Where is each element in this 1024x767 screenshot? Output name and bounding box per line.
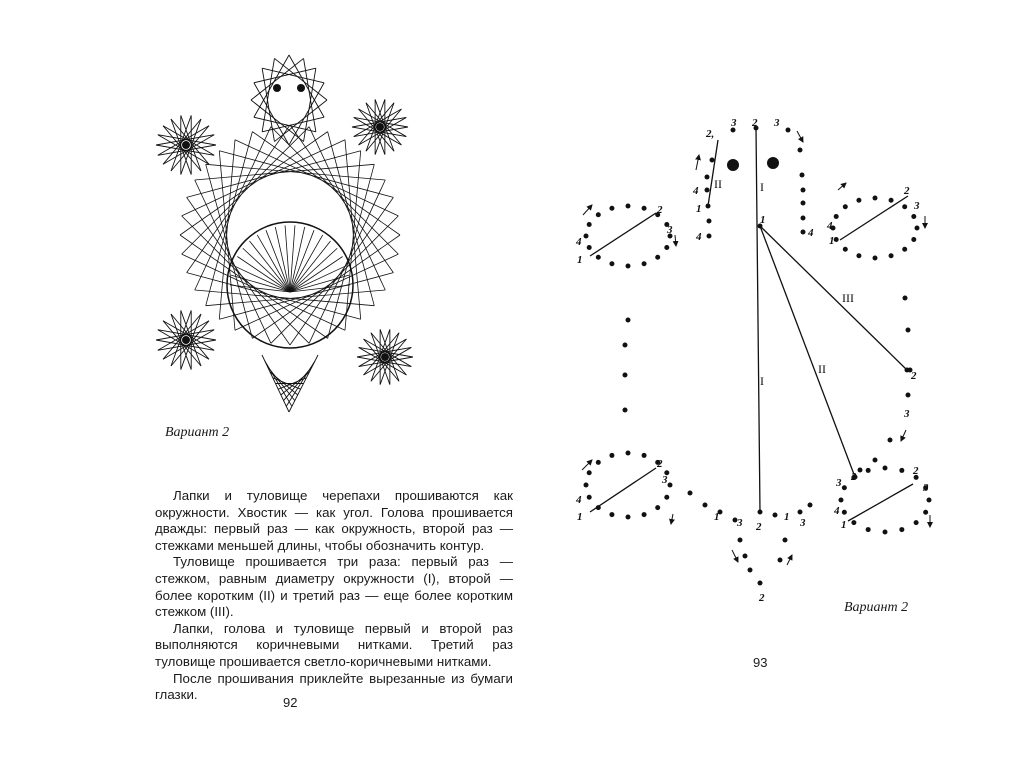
diagram-label: I <box>760 180 764 194</box>
stitch-point <box>738 538 743 543</box>
stitch-point <box>902 247 907 252</box>
diagram-label: 3 <box>667 224 673 236</box>
stitch-point <box>743 554 748 559</box>
diagram-label: 1 <box>784 511 790 523</box>
stitch-line <box>590 213 656 256</box>
diagram-label: 4 <box>696 231 702 243</box>
diagram-label: 1 <box>714 511 720 523</box>
diagram-label: 2 <box>657 204 663 216</box>
paragraph: После прошивания приклейте вырезанные из бумаги глазки. <box>155 670 513 703</box>
paragraph: Туловище прошивается три раза: первый раз — стежком, равным диаметру окружности (I), второй — более коротким (II) и третий раз — еще более коротким стежком (III). <box>155 554 513 620</box>
diagram-label: 2 <box>657 458 663 470</box>
stitch-point <box>906 393 911 398</box>
diagram-label: II <box>714 177 722 191</box>
diagram-label: 4 <box>576 494 582 506</box>
diagram-label: 4 <box>576 236 582 248</box>
stitch-point <box>642 453 647 458</box>
diagram-label: 1 <box>696 203 702 215</box>
eye-right <box>767 157 779 169</box>
paragraph: Лапки и туловище черепахи прошиваются как окружности. Хвостик — как угол. Голова прошивается дважды: первый раз — как окружность, второй раз — стежками меньшей длины, чтобы обозначить контур. <box>155 488 513 553</box>
stitch-point <box>798 148 803 153</box>
paw-center-dot <box>182 141 190 149</box>
stitch-point <box>911 214 916 219</box>
figure-caption: Вариант 2 <box>844 600 909 615</box>
stitch-line <box>840 196 908 240</box>
stitch-point <box>873 256 878 261</box>
figure-caption: Вариант 2 <box>165 425 230 440</box>
diagram-label: III <box>842 291 854 305</box>
diagram-label: 2 <box>904 185 910 197</box>
stitch-point <box>923 510 928 515</box>
diagram-label: 4 <box>808 227 814 239</box>
stitch-point <box>851 520 856 525</box>
direction-arrow-icon <box>582 460 592 470</box>
stitch-point <box>773 513 778 518</box>
stitch-point <box>856 198 861 203</box>
stitch-point <box>778 558 783 563</box>
stitch-point <box>866 468 871 473</box>
inner-circle <box>227 222 353 348</box>
stitch-point <box>655 255 660 260</box>
diagram-label: 1 <box>841 519 847 531</box>
turtle-tail-string-art <box>262 355 318 412</box>
stitch-point <box>642 261 647 266</box>
paw-center-dot <box>182 336 190 344</box>
stitch-point <box>655 505 660 510</box>
direction-arrow-icon <box>696 155 699 170</box>
stitch-point <box>596 212 601 217</box>
stitch-point <box>889 198 894 203</box>
page-number: 93 <box>753 655 768 670</box>
stitch-point <box>664 245 669 250</box>
diagram-label: 1 <box>760 214 766 226</box>
stitch-point <box>858 468 863 473</box>
stitch-point <box>596 460 601 465</box>
stitch-point <box>623 408 628 413</box>
instructions-text <box>155 488 513 704</box>
stitch-line <box>590 468 656 512</box>
diagram-label: 3 <box>904 408 910 420</box>
diagram-label: 3 <box>914 200 920 212</box>
diagram-label: 1 <box>829 235 835 247</box>
direction-arrow-icon <box>671 514 673 524</box>
paw-center-dot <box>381 353 389 361</box>
stitch-point <box>801 188 806 193</box>
stitch-point <box>842 485 847 490</box>
stitch-point <box>609 512 614 517</box>
turtle-stitch-diagram <box>540 0 1024 767</box>
diagram-label: 2 <box>911 370 917 382</box>
diagram-label: 2 <box>913 465 919 477</box>
stitch-point <box>642 206 647 211</box>
stitch-point <box>889 253 894 258</box>
diagram-label: 3 <box>923 482 929 494</box>
stitch-point <box>800 173 805 178</box>
stitch-point <box>856 253 861 258</box>
diagram-label: 2 <box>752 117 758 129</box>
diagram-label: 2, <box>706 128 715 140</box>
diagram-label: 2 <box>851 471 857 483</box>
stitch-point <box>626 515 631 520</box>
stitch-point <box>839 498 844 503</box>
stitch-point <box>906 328 911 333</box>
diagram-label: 3 <box>662 474 668 486</box>
stitch-point <box>748 568 753 573</box>
stitch-point <box>623 373 628 378</box>
stitch-point <box>707 219 712 224</box>
stitch-point <box>911 237 916 242</box>
diagram-label: II <box>818 362 826 376</box>
paw-center-dot <box>376 123 384 131</box>
stitch-point <box>688 491 693 496</box>
direction-arrow-icon <box>901 430 906 441</box>
diagram-label: 4 <box>827 220 833 232</box>
stitch-point <box>758 581 763 586</box>
stitch-line-II <box>760 226 855 477</box>
stitch-point <box>808 503 813 508</box>
stitch-point <box>587 495 592 500</box>
stitch-point <box>710 158 715 163</box>
stitch-point <box>626 451 631 456</box>
turtle-body-string-art <box>180 125 400 345</box>
stitch-point <box>626 318 631 323</box>
stitch-point <box>584 234 589 239</box>
direction-arrow-icon <box>583 205 592 215</box>
stitch-point <box>668 483 673 488</box>
stitch-point <box>626 204 631 209</box>
stitch-point <box>915 226 920 231</box>
direction-arrow-icon <box>838 183 846 190</box>
stitch-point <box>801 230 806 235</box>
direction-arrow-icon <box>797 131 803 142</box>
stitch-point <box>587 222 592 227</box>
stitch-point <box>707 234 712 239</box>
stitch-point <box>843 204 848 209</box>
diagram-label: 3 <box>731 117 737 129</box>
stitch-point <box>834 214 839 219</box>
stitch-point <box>883 466 888 471</box>
diagram-label: 1 <box>577 254 583 266</box>
stitch-point <box>914 520 919 525</box>
stitch-point <box>609 261 614 266</box>
stitch-point <box>587 245 592 250</box>
paragraph: Лапки, голова и туловище первый и второй раз выполняются коричневыми нитками. Третий раз туловище прошивается светло-коричневыми нитками. <box>155 620 513 669</box>
stitch-line <box>848 484 913 521</box>
diagram-label: 1 <box>577 511 583 523</box>
stitch-point <box>902 204 907 209</box>
stitch-point <box>883 530 888 535</box>
stitch-point <box>584 483 589 488</box>
stitch-point <box>705 175 710 180</box>
stitch-point <box>888 438 893 443</box>
stitch-point <box>798 510 803 515</box>
stitch-point <box>623 343 628 348</box>
right-page <box>540 0 1024 767</box>
direction-arrow-icon <box>732 550 738 562</box>
diagram-label: 3 <box>774 117 780 129</box>
stitch-point <box>927 498 932 503</box>
stitch-point <box>587 470 592 475</box>
stitch-point <box>642 512 647 517</box>
stitch-point <box>703 503 708 508</box>
diagram-label: 3 <box>800 517 806 529</box>
eye-left <box>727 159 739 171</box>
stitch-point <box>783 538 788 543</box>
stitch-point <box>609 206 614 211</box>
stitch-point <box>842 510 847 515</box>
stitch-point <box>705 188 710 193</box>
stitch-point <box>801 201 806 206</box>
stitch-point <box>801 216 806 221</box>
stitch-point <box>873 458 878 463</box>
direction-arrow-icon <box>787 555 792 565</box>
stitch-point <box>899 527 904 532</box>
diagram-label: 4 <box>693 185 699 197</box>
diagram-label: 4 <box>834 505 840 517</box>
diagram-label: I <box>760 374 764 388</box>
stitch-point <box>873 196 878 201</box>
page-number: 92 <box>283 695 298 710</box>
stitch-point <box>899 468 904 473</box>
stitch-point <box>786 128 791 133</box>
stitch-line-II <box>708 140 718 206</box>
diagram-label: 2 <box>759 592 765 604</box>
eye-right <box>297 84 305 92</box>
diagram-label: 3 <box>737 517 743 529</box>
stitch-point <box>609 453 614 458</box>
eye-left <box>273 84 281 92</box>
turtle-head-string-art <box>251 55 327 145</box>
stitch-point <box>596 255 601 260</box>
stitch-point <box>903 296 908 301</box>
diagram-label: 2 <box>756 521 762 533</box>
stitch-line-III <box>760 226 907 370</box>
stitch-point <box>843 247 848 252</box>
diagram-label: 3 <box>836 477 842 489</box>
direction-arrow-icon <box>675 235 676 246</box>
stitch-point <box>664 495 669 500</box>
stitch-point <box>626 264 631 269</box>
stitch-point <box>866 527 871 532</box>
